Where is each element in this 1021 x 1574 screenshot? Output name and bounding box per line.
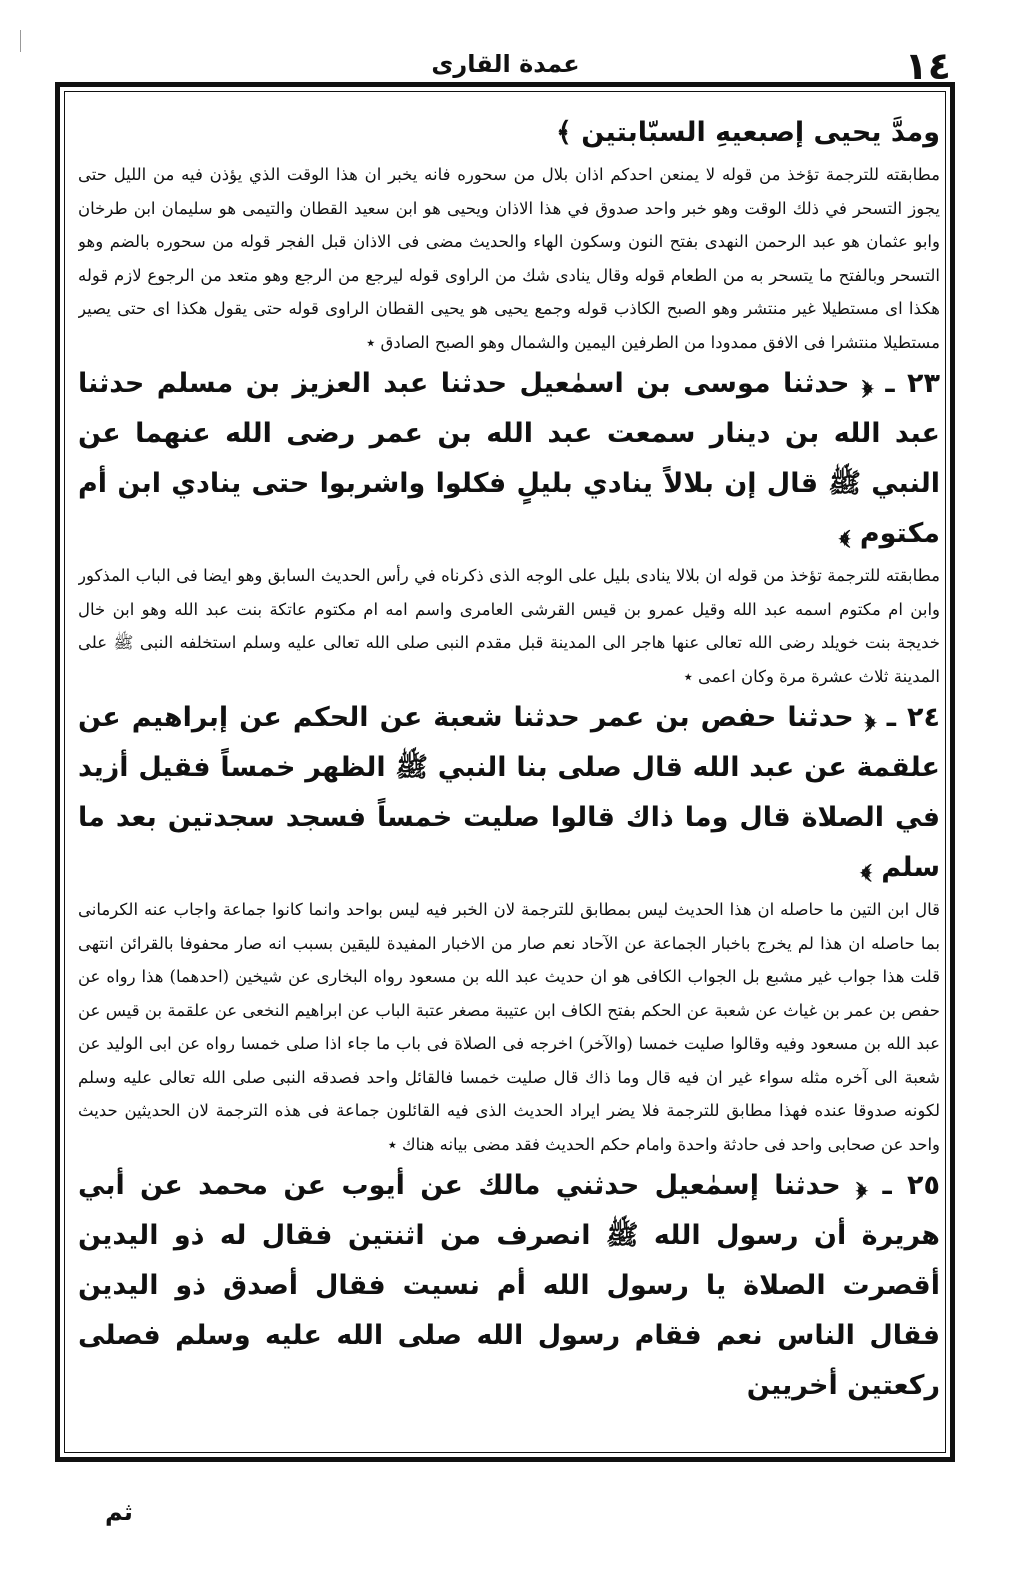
running-title: عمدة القاری bbox=[431, 50, 580, 78]
hadith-text: ومدَّ يحيى إصبعيهِ السبّابتين ﴾ bbox=[556, 117, 940, 148]
page-body bbox=[78, 108, 940, 1458]
commentary-text: مطابقته للترجمة تؤخذ من قوله ان بلالا ينادى بليل على الوجه الذى ذكرناه في رأس الحديث السابق وهو ايضا فى الباب المذكور وابن ام مكتوم اسمه عبد الله وقيل عمرو بن قيس القرشى العامرى واسم امه ام مكتوم عاتكة بنت عبد الله وهو ابن خال خديجة بنت خويلد رضى الله تعالى عنها هاجر الى المدينة قبل مقدم النبى صلى الله تعالى عليه وسلم استخلفه النبى ﷺ على المدينة ثلاث عشرة مرة وكان اعمى ٭ bbox=[78, 566, 940, 686]
commentary-text: قال ابن التين ما حاصله ان هذا الحديث ليس بمطابق للترجمة لان الخبر فيه ليس بواحد وانما كانوا جماعة واجاب عنه الكرمانى بما حاصله ان هذا لم يخرج باخبار الجماعة عن الآحاد نعم صار من الاخبار المفيدة لليقين بسبب انه صار محفوفا بالقرائن انتهى قلت هذا جواب غير مشبع بل الجواب الكافى هو ان حديث عبد الله بن مسعود رواه البخارى عن شيخين (احدهما) هذا رواه عن حفص بن عمر بن غياث عن شعبة عن الحكم بفتح الكاف ابن عتيبة مصغر عتبة الباب عن ابراهيم النخعى عن علقمة بن قيس عن عبد الله بن مسعود وفيه وقالوا صليت خمسا (والآخر) اخرجه فى الصلاة فى باب ما جاء اذا صلى خمسا رواه عن ابى الوليد عن شعبة الى آخره مثله سواء غير ان فيه قال وما ذاك قال صليت خمسا فالقائل واحد فصدقه النبى صلى الله تعالى عليه وسلم لكونه صدوقا عنده فهذا مطابق للترجمة فلا يضر ايراد الحديث الذى فيه القائلون جماعة فى هذه الترجمة لان الحديثين حديث واحد عن صحابى واحد فى حادثة واحدة وامام حكم الحديث فقد مضى بيانه هناك ٭ bbox=[78, 900, 940, 1154]
page-number: ١٤ bbox=[904, 44, 951, 88]
catchword: ثم bbox=[105, 1498, 133, 1526]
commentary-text: مطابقته للترجمة تؤخذ من قوله لا يمنعن احدكم اذان بلال من سحوره فانه يخبر ان هذا الوقت الذي يؤذن فيه من الليل حتى يجوز التسحر في ذلك الوقت وهو خبر واحد صدوق في هذا الاذان ويحيى هو ابن سعيد القطان والتيمى هو سليمان ابن طرخان وابو عثمان هو عبد الرحمن النهدى بفتح النون وسكون الهاء والحديث مضى فى الاذان قبل الفجر قوله من سحوره بالضم وهو التسحر وبالفتح ما يتسحر به من الطعام قوله وقال ينادى شك من الراوى قوله ليرجع من الرجع وهو متعد من الرجوع لازم قوله هكذا اى مستطيلا غير منتشر وهو الصبح الكاذب قوله وجمع يحيى هو يحيى القطان الراوى قوله حتى يقول هكذا اى حتى يصير مستطيلا منتشرا فى الافق ممدودا من الطرفين اليمين والشمال وهو الصبح الصادق ٭ bbox=[78, 165, 940, 352]
hadith-text: ٢٣ ـ ﴿ حدثنا موسى بن اسمٰعيل حدثنا عبد العزيز بن مسلم حدثنا عبد الله بن دينار سمعت عبد الله بن عمر رضى الله عنهما عن النبي ﷺ قال إن بلالاً ينادي بليلٍ فكلوا واشربوا حتى ينادي ابن أم مكتوم ﴾ bbox=[78, 368, 940, 549]
margin-tick bbox=[20, 30, 33, 52]
hadith-text: ٢٥ ـ ﴿ حدثنا إسمٰعيل حدثني مالك عن أيوب عن محمد عن أبي هريرة أن رسول الله ﷺ انصرف من اثنتين فقال له ذو اليدين أقصرت الصلاة يا رسول الله أم نسيت فقال أصدق ذو اليدين فقال الناس نعم فقام رسول الله صلى الله عليه وسلم فصلى ركعتين أخريين bbox=[78, 1170, 940, 1401]
hadith-text: ٢٤ ـ ﴿ حدثنا حفص بن عمر حدثنا شعبة عن الحكم عن إبراهيم عن علقمة عن عبد الله قال صلى بنا النبي ﷺ الظهر خمساً فقيل أزيد في الصلاة قال وما ذاك قالوا صليت خمساً فسجد سجدتين بعد ما سلم ﴾ bbox=[78, 702, 940, 883]
